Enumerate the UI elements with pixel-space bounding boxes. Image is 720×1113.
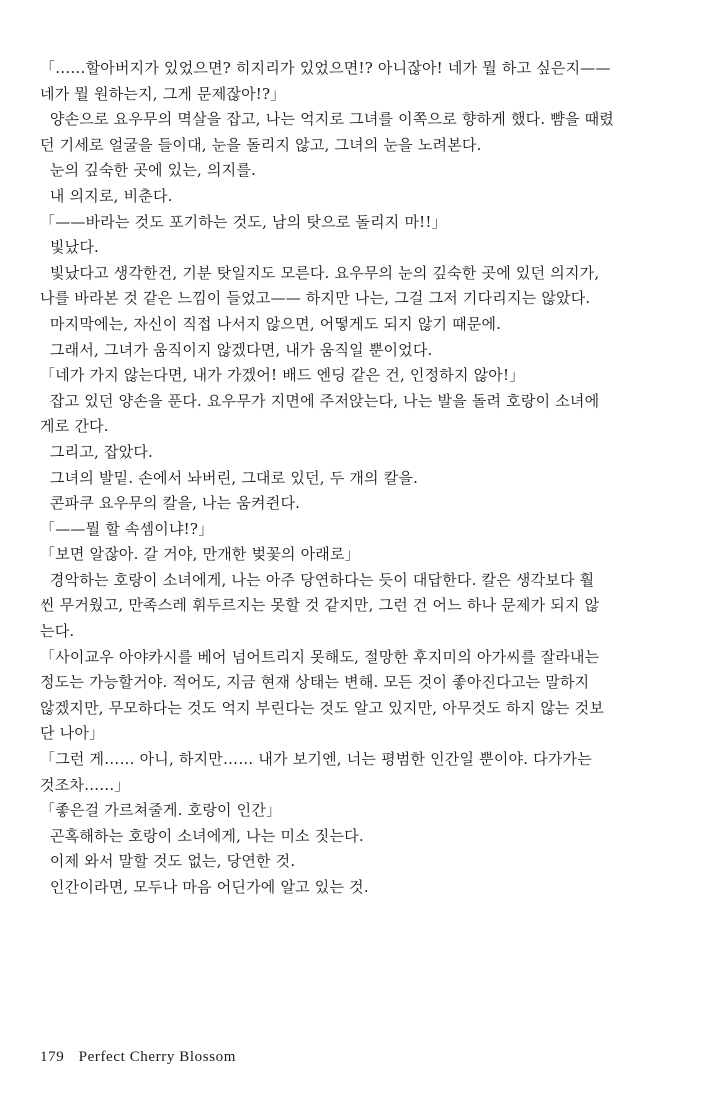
text-line: 「좋은걸 가르쳐줄게. 호랑이 인간」 (40, 801, 282, 820)
book-title: Perfect Cherry Blossom (78, 1049, 237, 1065)
text-line: 눈의 깊숙한 곳에 있는, 의지를. (40, 161, 257, 180)
text-line: 콘파쿠 요우무의 칼을, 나는 움켜쥔다. (40, 494, 301, 513)
text-line: 양손으로 요우무의 멱살을 잡고, 나는 억지로 그녀를 이쪽으로 향하게 했다. 뺨을 때렸 (40, 110, 614, 129)
text-line: 정도는 가능할거야. 적어도, 지금 현재 상태는 변해. 모든 것이 좋아진다고는 말하지 (40, 673, 590, 692)
text-line: 「보면 알잖아. 갈 거야, 만개한 벚꽃의 아래로」 (40, 545, 360, 564)
text-line: 「네가 가지 않는다면, 내가 가겠어! 배드 엔딩 같은 건, 인정하지 않아!」 (40, 366, 525, 385)
text-line: 그래서, 그녀가 움직이지 않겠다면, 내가 움직일 뿐이었다. (40, 340, 433, 359)
text-line: 씬 무거웠고, 만족스레 휘두르지는 못할 것 같지만, 그런 건 어느 하나 문제가 되지 않 (40, 596, 600, 615)
text-line: 는다. (40, 622, 75, 641)
text-line: 네가 뭘 원하는지, 그게 문제잖아!?」 (40, 84, 286, 103)
text-line: 「——바라는 것도 포기하는 것도, 남의 탓으로 돌리지 마!!」 (40, 212, 447, 231)
text-line: 것조차……」 (40, 775, 130, 794)
text-line: 빛났다고 생각한건, 기분 탓일지도 모른다. 요우무의 눈의 깊숙한 곳에 있던 의지가, (40, 263, 600, 282)
page-number: 179 (40, 1049, 65, 1065)
body-text (40, 56, 690, 901)
text-line: 그녀의 발밑. 손에서 놔버린, 그대로 있던, 두 개의 칼을. (40, 468, 419, 487)
text-line: 이제 와서 말할 것도 없는, 당연한 것. (40, 852, 296, 871)
page-footer (40, 1049, 236, 1066)
text-line: 「사이교우 아야카시를 베어 넘어트리지 못해도, 절망한 후지미의 아가씨를 잘라내는 (40, 647, 600, 666)
text-line: 않겠지만, 무모하다는 것도 억지 부린다는 것도 알고 있지만, 아무것도 하지 않는 것보 (40, 698, 605, 717)
text-line: 「……할아버지가 있었으면? 히지리가 있었으면!? 아니잖아! 네가 뭘 하고 싶은지—— (40, 59, 611, 77)
text-line: 인간이라면, 모두나 마음 어딘가에 알고 있는 것. (40, 878, 369, 896)
text-line: 내 의지로, 비춘다. (40, 186, 173, 205)
text-line: 「그런 게…… 아니, 하지만…… 내가 보기엔, 너는 평범한 인간일 뿐이야. 다가가는 (40, 750, 592, 769)
text-line: 던 기세로 얼굴을 들이대, 눈을 돌리지 않고, 그녀의 눈을 노려본다. (40, 135, 482, 154)
text-line: 잡고 있던 양손을 푼다. 요우무가 지면에 주저앉는다, 나는 발을 돌려 호랑이 소녀에 (40, 391, 600, 410)
text-line: 「——뭘 할 속셈이냐!?」 (40, 519, 214, 538)
text-line: 그리고, 잡았다. (40, 442, 153, 461)
text-line: 나를 바라본 것 같은 느낌이 들었고—— 하지만 나는, 그걸 그저 기다리지는 않았다. (40, 289, 591, 308)
text-line: 단 나아」 (40, 724, 105, 743)
text-line: 곤혹해하는 호랑이 소녀에게, 나는 미소 짓는다. (40, 826, 364, 845)
text-line: 경악하는 호랑이 소녀에게, 나는 아주 당연하다는 듯이 대답한다. 칼은 생각보다 훨 (40, 570, 595, 589)
text-line: 게로 간다. (40, 417, 109, 436)
text-line: 빛났다. (40, 238, 99, 257)
text-line: 마지막에는, 자신이 직접 나서지 않으면, 어떻게도 되지 않기 때문에. (40, 314, 502, 333)
